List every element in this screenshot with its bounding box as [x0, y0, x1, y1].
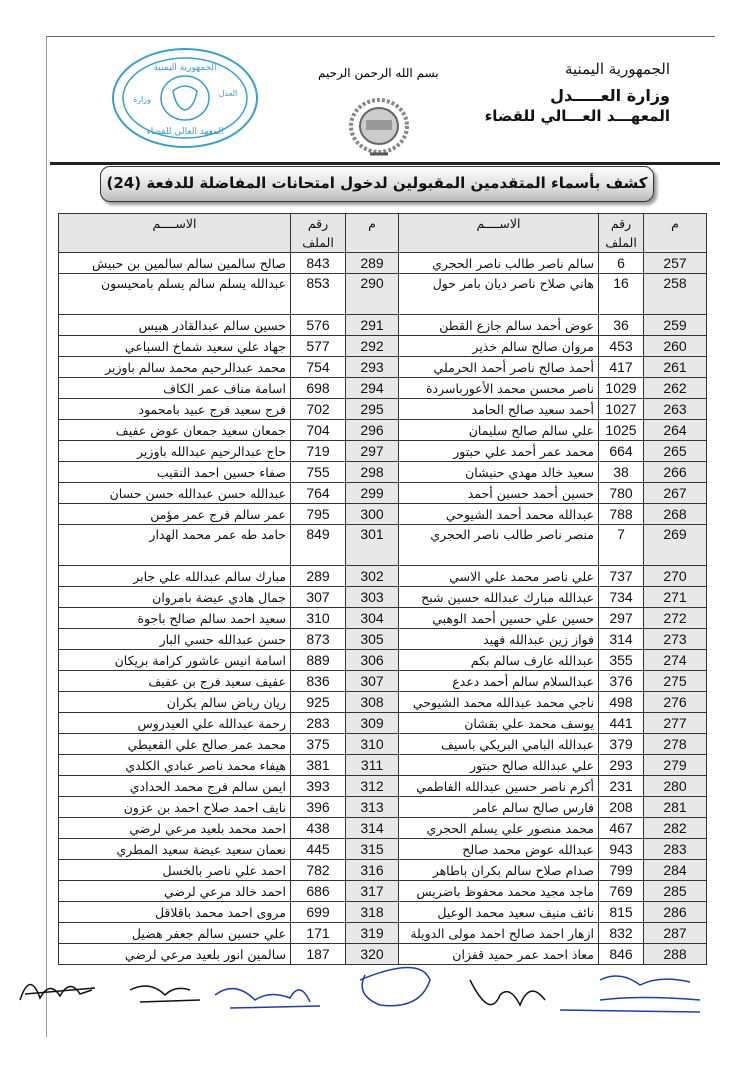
- name-cell: هاني صلاح ناصر ديان بامر حول: [399, 274, 599, 315]
- file-number-cell: 734: [599, 587, 644, 608]
- name-cell: محمد عمر صالح علي القعيطي: [59, 734, 291, 755]
- file-number-cell: 577: [291, 336, 346, 357]
- serial-cell: 303: [346, 587, 399, 608]
- table-row: [59, 336, 707, 357]
- serial-cell: 313: [346, 797, 399, 818]
- name-cell: سالم ناصر طالب ناصر الحجري: [399, 253, 599, 274]
- serial-cell: 291: [346, 315, 399, 336]
- file-number-cell: 943: [599, 839, 644, 860]
- file-number-cell: 417: [599, 357, 644, 378]
- serial-cell: 271: [644, 587, 707, 608]
- table-row: [59, 923, 707, 944]
- serial-cell: 302: [346, 566, 399, 587]
- country-name: الجمهورية اليمنية: [564, 60, 670, 78]
- table-row: [59, 713, 707, 734]
- file-number-cell: 576: [291, 315, 346, 336]
- name-cell: فارس صالح سالم عامر: [399, 797, 599, 818]
- file-number-cell: 1027: [599, 399, 644, 420]
- file-number-cell: 769: [599, 881, 644, 902]
- serial-cell: 257: [644, 253, 707, 274]
- name-cell: احمد خالد مرعي لرضي: [59, 881, 291, 902]
- file-number-cell: 381: [291, 755, 346, 776]
- signature-6: [600, 976, 700, 1000]
- name-cell: صفاء حسين احمد النقيب: [59, 462, 291, 483]
- name-cell: علي ناصر محمد علي الاسي: [399, 566, 599, 587]
- file-number-cell: 393: [291, 776, 346, 797]
- file-number-cell: 297: [599, 608, 644, 629]
- table-row: [59, 902, 707, 923]
- serial-cell: 267: [644, 483, 707, 504]
- file-number-cell: 36: [599, 315, 644, 336]
- name-cell: حسن عبدالله حسي البار: [59, 629, 291, 650]
- basmala: بسم الله الرحمن الرحيم: [318, 66, 439, 80]
- file-number-cell: 1025: [599, 420, 644, 441]
- serial-cell: 260: [644, 336, 707, 357]
- table-row: [59, 776, 707, 797]
- table-row: [59, 755, 707, 776]
- serial-cell: 288: [644, 944, 707, 965]
- table-row: [59, 629, 707, 650]
- serial-cell: 299: [346, 483, 399, 504]
- letterhead: [485, 60, 670, 125]
- file-number-cell: 889: [291, 650, 346, 671]
- file-number-cell: 467: [599, 818, 644, 839]
- table-row: [59, 671, 707, 692]
- file-number-cell: 764: [291, 483, 346, 504]
- serial-cell: 300: [346, 504, 399, 525]
- name-cell: يوسف محمد علي بقشان: [399, 713, 599, 734]
- table-row: [59, 797, 707, 818]
- table-row: [59, 253, 707, 274]
- signature-1: [20, 984, 95, 1000]
- name-cell: جهاد علي سعيد شماخ السباعي: [59, 336, 291, 357]
- serial-cell: 305: [346, 629, 399, 650]
- name-cell: حامد طه عمر محمد الهدار: [59, 525, 291, 566]
- file-number-cell: 719: [291, 441, 346, 462]
- serial-cell: 308: [346, 692, 399, 713]
- serial-cell: 266: [644, 462, 707, 483]
- institute-emblem-icon: [336, 94, 422, 160]
- serial-cell: 258: [644, 274, 707, 315]
- serial-cell: 281: [644, 797, 707, 818]
- serial-cell: 285: [644, 881, 707, 902]
- file-number-cell: 815: [599, 902, 644, 923]
- name-cell: مبارك سالم عبدالله علي جابر: [59, 566, 291, 587]
- svg-text:وزارة: وزارة: [132, 95, 152, 104]
- name-cell: معاذ احمد عمر حميد قفزان: [399, 944, 599, 965]
- table-row: [59, 462, 707, 483]
- name-cell: حسين سالم عبدالقادر هبيس: [59, 315, 291, 336]
- name-cell: عبدالله مبارك عبدالله حسين شبح: [399, 587, 599, 608]
- name-cell: أحمد سعيد صالح الحامد: [399, 399, 599, 420]
- name-cell: عبدالله عوض محمد صالح: [399, 839, 599, 860]
- table-row: [59, 504, 707, 525]
- title-box: [100, 166, 654, 202]
- file-number-cell: 293: [599, 755, 644, 776]
- name-cell: مروان صالح سالم خذير: [399, 336, 599, 357]
- file-number-cell: 846: [599, 944, 644, 965]
- serial-cell: 265: [644, 441, 707, 462]
- name-cell: علي عبدالله صالح حبتور: [399, 755, 599, 776]
- file-number-cell: 441: [599, 713, 644, 734]
- file-number-cell: 699: [291, 902, 346, 923]
- svg-text:المعهد العالي للقضاء: المعهد العالي للقضاء: [146, 127, 224, 137]
- serial-cell: 316: [346, 860, 399, 881]
- table-header-row: [59, 214, 707, 253]
- name-cell: حاج عبدالرحيم عبدالله باوزير: [59, 441, 291, 462]
- file-number-cell: 445: [291, 839, 346, 860]
- serial-cell: 293: [346, 357, 399, 378]
- name-cell: نعمان سعيد عيضة سعيد المطري: [59, 839, 291, 860]
- name-cell: عبدالله البامي البريكي باسيف: [399, 734, 599, 755]
- table-row: [59, 274, 707, 315]
- name-cell: أكرم ناصر حسين عبدالله الفاطمي: [399, 776, 599, 797]
- table-row: [59, 315, 707, 336]
- institute-name: المعهـــد العـــالي للقضاء: [484, 107, 670, 125]
- serial-cell: 272: [644, 608, 707, 629]
- serial-cell: 307: [346, 671, 399, 692]
- name-cell: صالح سالمين سالم سالمين بن حبيش: [59, 253, 291, 274]
- serial-cell: 310: [346, 734, 399, 755]
- serial-cell: 274: [644, 650, 707, 671]
- official-stamp: [110, 46, 260, 150]
- table-row: [59, 818, 707, 839]
- file-number-cell: 686: [291, 881, 346, 902]
- serial-cell: 275: [644, 671, 707, 692]
- signature-4: [470, 980, 545, 1005]
- table-row: [59, 378, 707, 399]
- file-number-cell: 836: [291, 671, 346, 692]
- header-file-number: رقم الملف: [599, 214, 644, 253]
- ministry-name: وزارة العـــــدل: [550, 86, 670, 105]
- serial-cell: 270: [644, 566, 707, 587]
- serial-cell: 289: [346, 253, 399, 274]
- name-cell: مروى احمد محمد باقلاقل: [59, 902, 291, 923]
- name-cell: محمد عبدالرحيم محمد سالم باوزير: [59, 357, 291, 378]
- name-cell: ريان رياض سالم بكران: [59, 692, 291, 713]
- file-number-cell: 38: [599, 462, 644, 483]
- serial-cell: 283: [644, 839, 707, 860]
- name-cell: نايف احمد صلاح احمد بن عزون: [59, 797, 291, 818]
- file-number-cell: 187: [291, 944, 346, 965]
- file-number-cell: 925: [291, 692, 346, 713]
- serial-cell: 277: [644, 713, 707, 734]
- file-number-cell: 6: [599, 253, 644, 274]
- table-row: [59, 525, 707, 566]
- file-number-cell: 289: [291, 566, 346, 587]
- file-number-cell: 853: [291, 274, 346, 315]
- file-number-cell: 307: [291, 587, 346, 608]
- svg-text:الجمهورية اليمنية: الجمهورية اليمنية: [153, 63, 217, 73]
- name-cell: اسامة انيس عاشور كرامة بريكان: [59, 650, 291, 671]
- serial-cell: 306: [346, 650, 399, 671]
- file-number-cell: 438: [291, 818, 346, 839]
- name-cell: عبدالله محمد أحمد الشيوحي: [399, 504, 599, 525]
- serial-cell: 318: [346, 902, 399, 923]
- table-row: [59, 399, 707, 420]
- serial-cell: 273: [644, 629, 707, 650]
- name-cell: فرج سعيد فرج عبيد بامحمود: [59, 399, 291, 420]
- file-number-cell: 780: [599, 483, 644, 504]
- serial-cell: 268: [644, 504, 707, 525]
- serial-cell: 263: [644, 399, 707, 420]
- signatures: [0, 960, 750, 1060]
- name-cell: عمر سالم فرج عمر مؤمن: [59, 504, 291, 525]
- file-number-cell: 664: [599, 441, 644, 462]
- file-number-cell: 283: [291, 713, 346, 734]
- document-title: كشف بأسماء المتقدمين المقبولين لدخول امتحانات المفاضلة للدفعة (24): [106, 174, 648, 192]
- name-cell: ناصر محسن محمد الأعورباسردة: [399, 378, 599, 399]
- serial-cell: 317: [346, 881, 399, 902]
- file-number-cell: 310: [291, 608, 346, 629]
- serial-cell: 304: [346, 608, 399, 629]
- file-number-cell: 799: [599, 860, 644, 881]
- serial-cell: 264: [644, 420, 707, 441]
- signature-3: [215, 989, 320, 1008]
- name-cell: محمد منصور علي يسلم الحجري: [399, 818, 599, 839]
- file-number-cell: 379: [599, 734, 644, 755]
- serial-cell: 290: [346, 274, 399, 315]
- file-number-cell: 737: [599, 566, 644, 587]
- serial-cell: 276: [644, 692, 707, 713]
- file-number-cell: 453: [599, 336, 644, 357]
- name-cell: صدام صلاح سالم بكران باطاهر: [399, 860, 599, 881]
- serial-cell: 297: [346, 441, 399, 462]
- signature-2: [130, 986, 200, 1002]
- name-cell: عبدالله عارف سالم بكم: [399, 650, 599, 671]
- serial-cell: 301: [346, 525, 399, 566]
- name-cell: هيفاء محمد ناصر عبادي الكلدي: [59, 755, 291, 776]
- name-cell: أحمد صالح ناصر أحمد الحرملي: [399, 357, 599, 378]
- serial-cell: 286: [644, 902, 707, 923]
- name-cell: علي سالم صالح سليمان: [399, 420, 599, 441]
- file-number-cell: 396: [291, 797, 346, 818]
- serial-cell: 309: [346, 713, 399, 734]
- serial-cell: 298: [346, 462, 399, 483]
- serial-cell: 278: [644, 734, 707, 755]
- table-row: [59, 650, 707, 671]
- serial-cell: 319: [346, 923, 399, 944]
- name-cell: ايمن سالم فرج محمد الحدادي: [59, 776, 291, 797]
- serial-cell: 284: [644, 860, 707, 881]
- name-cell: سعيد احمد سالم صالح باجوة: [59, 608, 291, 629]
- table-row: [59, 357, 707, 378]
- name-cell: منصر ناصر طالب ناصر الحجري: [399, 525, 599, 566]
- header-serial: م: [644, 214, 707, 253]
- file-number-cell: 498: [599, 692, 644, 713]
- table-row: [59, 860, 707, 881]
- file-number-cell: 795: [291, 504, 346, 525]
- file-number-cell: 849: [291, 525, 346, 566]
- table-row: [59, 587, 707, 608]
- name-cell: نائف منيف سعيد محمد الوعيل: [399, 902, 599, 923]
- svg-text:العدل: العدل: [218, 89, 238, 98]
- name-cell: سعيد خالد مهدي حنيشان: [399, 462, 599, 483]
- file-number-cell: 355: [599, 650, 644, 671]
- serial-cell: 261: [644, 357, 707, 378]
- name-cell: اسامة مناف عمر الكاف: [59, 378, 291, 399]
- table-row: [59, 692, 707, 713]
- table-row: [59, 566, 707, 587]
- file-number-cell: 704: [291, 420, 346, 441]
- table-row: [59, 420, 707, 441]
- table-row: [59, 881, 707, 902]
- file-number-cell: 832: [599, 923, 644, 944]
- table-row: [59, 839, 707, 860]
- table-row: [59, 608, 707, 629]
- file-number-cell: 788: [599, 504, 644, 525]
- name-cell: ماجد مجيد محمد محفوظ باضريس: [399, 881, 599, 902]
- file-number-cell: 376: [599, 671, 644, 692]
- serial-cell: 311: [346, 755, 399, 776]
- serial-cell: 287: [644, 923, 707, 944]
- name-cell: عبدالسلام سالم أحمد دعدع: [399, 671, 599, 692]
- name-cell: عوض أحمد سالم جازع القطن: [399, 315, 599, 336]
- name-cell: عفيف سعيد فرج بن عفيف: [59, 671, 291, 692]
- serial-cell: 314: [346, 818, 399, 839]
- file-number-cell: 755: [291, 462, 346, 483]
- name-cell: ازهار احمد صالح احمد مولى الدويلة: [399, 923, 599, 944]
- file-number-cell: 7: [599, 525, 644, 566]
- name-cell: فواز زين عبدالله فهيد: [399, 629, 599, 650]
- name-cell: ناجي محمد عبدالله محمد الشيوحي: [399, 692, 599, 713]
- file-number-cell: 171: [291, 923, 346, 944]
- file-number-cell: 1029: [599, 378, 644, 399]
- table-row: [59, 441, 707, 462]
- table-row: [59, 734, 707, 755]
- serial-cell: 292: [346, 336, 399, 357]
- name-cell: جمعان سعيد جمعان عوض عفيف: [59, 420, 291, 441]
- name-cell: جمال هادي عيضة بامروان: [59, 587, 291, 608]
- signature-5: [360, 968, 430, 1006]
- name-cell: احمد علي ناصر بالخسل: [59, 860, 291, 881]
- file-number-cell: 782: [291, 860, 346, 881]
- serial-cell: 279: [644, 755, 707, 776]
- file-number-cell: 375: [291, 734, 346, 755]
- name-cell: حسين أحمد حسين أحمد: [399, 483, 599, 504]
- serial-cell: 259: [644, 315, 707, 336]
- name-cell: حسين علي حسين أحمد الوهبي: [399, 608, 599, 629]
- serial-cell: 280: [644, 776, 707, 797]
- candidates-table: [58, 213, 707, 965]
- serial-cell: 320: [346, 944, 399, 965]
- name-cell: رحمة عبدالله علي العيدروس: [59, 713, 291, 734]
- name-cell: عبدالله حسن عبدالله حسن حسان: [59, 483, 291, 504]
- serial-cell: 294: [346, 378, 399, 399]
- serial-cell: 296: [346, 420, 399, 441]
- serial-cell: 262: [644, 378, 707, 399]
- file-number-cell: 873: [291, 629, 346, 650]
- file-number-cell: 843: [291, 253, 346, 274]
- serial-cell: 282: [644, 818, 707, 839]
- name-cell: احمد محمد بلعيد مرعي لرضي: [59, 818, 291, 839]
- signature-7: [560, 1010, 700, 1012]
- header-name: الاســــم: [399, 214, 599, 253]
- name-cell: علي حسين سالم جعفر هضيل: [59, 923, 291, 944]
- header-divider: [50, 162, 720, 165]
- serial-cell: 315: [346, 839, 399, 860]
- file-number-cell: 16: [599, 274, 644, 315]
- file-number-cell: 231: [599, 776, 644, 797]
- name-cell: عبدالله يسلم سالم يسلم بامحيسون: [59, 274, 291, 315]
- file-number-cell: 698: [291, 378, 346, 399]
- file-number-cell: 754: [291, 357, 346, 378]
- file-number-cell: 314: [599, 629, 644, 650]
- name-cell: سالمين انور بلعيد مرعي لرضي: [59, 944, 291, 965]
- serial-cell: 312: [346, 776, 399, 797]
- header-name: الاســــم: [59, 214, 291, 253]
- table-row: [59, 483, 707, 504]
- header-serial: م: [346, 214, 399, 253]
- header-file-number: رقم الملف: [291, 214, 346, 253]
- file-number-cell: 208: [599, 797, 644, 818]
- serial-cell: 295: [346, 399, 399, 420]
- serial-cell: 269: [644, 525, 707, 566]
- file-number-cell: 702: [291, 399, 346, 420]
- name-cell: محمد عمر أحمد علي حبتور: [399, 441, 599, 462]
